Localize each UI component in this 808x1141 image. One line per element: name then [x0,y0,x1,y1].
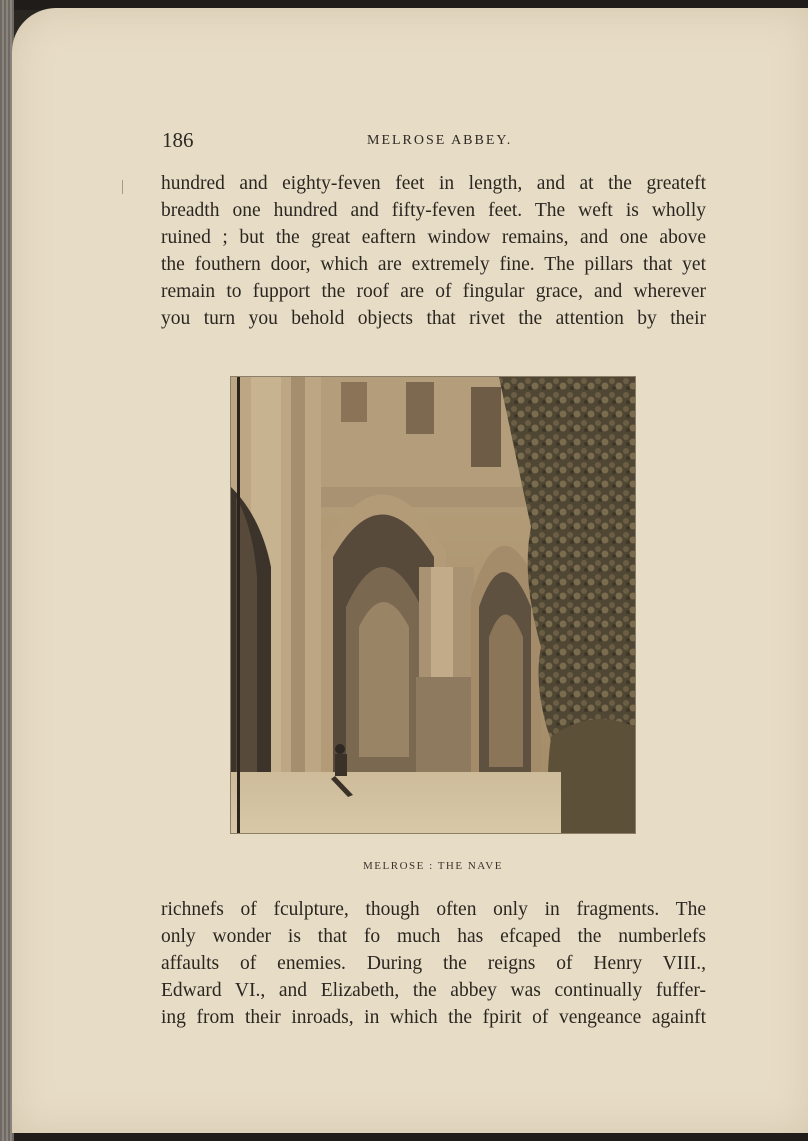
text-line: ruined ; but the great eaftern window remains, and one above [161,227,706,248]
text-line: hundred and eighty-feven feet in length, and at the greateft [161,173,706,194]
running-title: MELROSE ABBEY. [367,133,513,148]
text-line: Edward VI., and Elizabeth, the abbey was continually fuffer- [161,980,706,1001]
text-line: affaults of enemies. During the reigns of Henry VIII., [161,953,706,974]
margin-mark [122,180,123,194]
text-line: remain to fupport the roof are of fingular grace, and wherever [161,281,706,302]
photo-caption: MELROSE : THE NAVE [363,860,503,872]
body-text-top [161,170,706,332]
text-line: you turn you behold objects that rivet the attention by their [161,308,706,329]
photograph-melrose-nave [231,377,635,833]
text-line: breadth one hundred and fifty-feven feet. The weft is wholly [161,200,706,221]
text-line: the fouthern door, which are extremely fine. The pillars that yet [161,254,706,275]
text-line: only wonder is that fo much has efcaped the numberlefs [161,926,706,947]
text-line: richnefs of fculpture, though often only in fragments. The [161,899,706,920]
page-header [162,128,702,158]
text-line: ing from their inroads, in which the fpirit of vengeance againft [161,1007,706,1028]
body-text-bottom [161,896,706,1031]
page-number: 186 [162,128,194,152]
